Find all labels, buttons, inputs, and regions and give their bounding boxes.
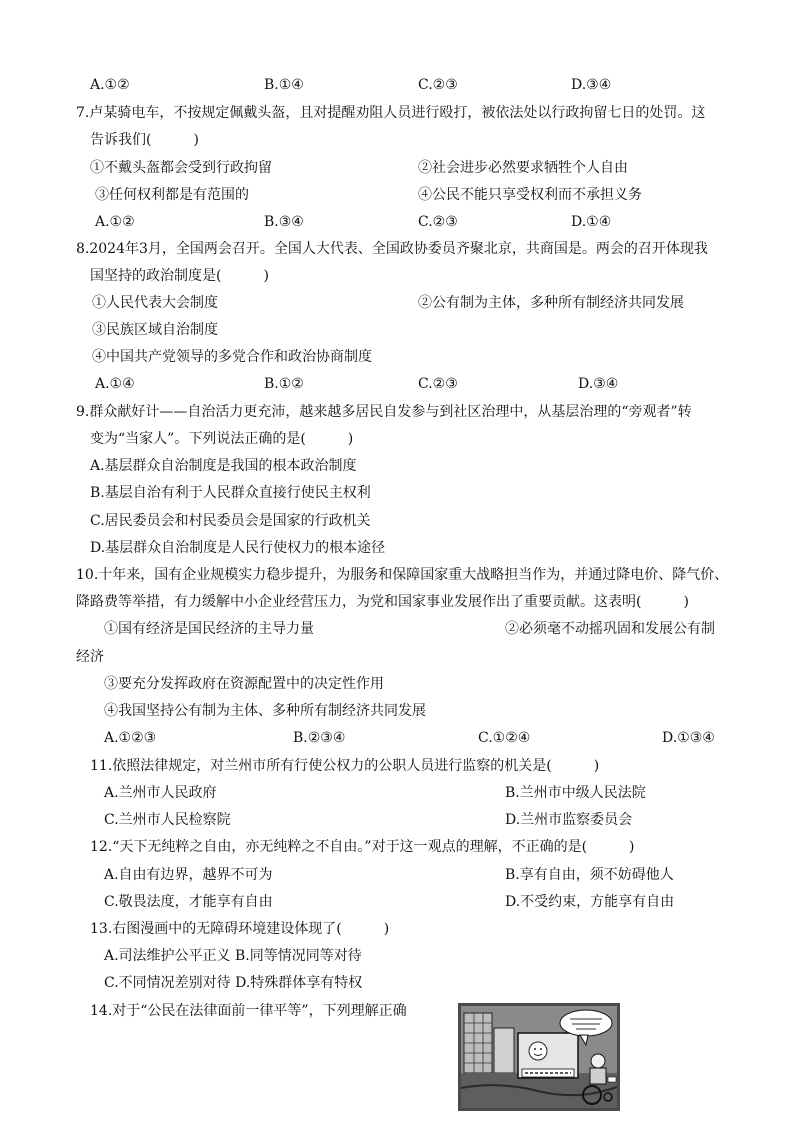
q7-choice-b[interactable]: B.③④ (264, 214, 304, 230)
q12-stem: 12.“天下无纯粹之自由，亦无纯粹之不自由。”对于这一观点的理解，不正确的是( ) (90, 839, 635, 855)
q10-statement-2-cont: 经济 (76, 649, 104, 665)
speech-bubble (560, 1010, 612, 1036)
small-sign (608, 1077, 616, 1082)
q9-stem-line1: 9.群众献好计——自治活力更充沛，越来越多居民自发参与到社区治理中，从基层治理的“旁观者”转 (76, 404, 692, 420)
q11-option-d[interactable]: D.兰州市监察委员会 (505, 812, 633, 828)
q10-statement-4: ④我国坚持公有制为主体、多种所有制经济共同发展 (104, 703, 426, 719)
q7-statement-3: ③任何权利都是有范围的 (95, 187, 249, 203)
q13-options-row2[interactable]: C.不同情况差别对待 D.特殊群体享有特权 (104, 975, 363, 991)
q10-choice-b[interactable]: B.②③④ (293, 730, 346, 746)
face-icon (529, 1042, 547, 1060)
q10-choice-c[interactable]: C.①②④ (478, 730, 531, 746)
q9-option-b[interactable]: B.基层自治有利于人民群众直接行使民主权利 (90, 485, 371, 501)
q11-stem: 11.依照法律规定，对兰州市所有行使公权力的公职人员进行监察的机关是( ) (90, 758, 600, 774)
q8-statement-1: ①人民代表大会制度 (92, 295, 218, 311)
q8-stem-line2: 国坚持的政治制度是( ) (90, 268, 269, 284)
person-body (590, 1068, 606, 1084)
q13-stem: 13.右图漫画中的无障碍环境建设体现了( ) (90, 921, 390, 937)
q8-stem-line1: 8.2024年3月，全国两会召开。全国人大代表、全国政协委员齐聚北京，共商国是。两会的召开体现我 (76, 241, 708, 257)
q10-statement-1: ①国有经济是国民经济的主导力量 (104, 621, 314, 637)
q8-choice-c[interactable]: C.②③ (418, 376, 458, 392)
q6-choice-a[interactable]: A.①② (90, 77, 130, 93)
q12-option-a[interactable]: A.自由有边界，越界不可为 (104, 867, 273, 883)
q7-stem-line1: 7.卢某骑电车，不按规定佩戴头盔，且对提醒劝阻人员进行殴打，被依法处以行政拘留七日的处罚。这 (76, 105, 706, 121)
q8-statement-3: ③民族区域自治制度 (92, 322, 218, 338)
building-mid-icon (494, 1028, 514, 1073)
q9-stem-line2: 变为“当家人”。下列说法正确的是( ) (90, 431, 354, 447)
q7-statement-4: ④公民不能只享受权利而不承担义务 (418, 187, 642, 203)
q10-statement-3: ③要充分发挥政府在资源配置中的决定性作用 (104, 676, 384, 692)
q6-choice-c[interactable]: C.②③ (418, 77, 458, 93)
q7-choice-d[interactable]: D.①④ (571, 214, 612, 230)
q7-statement-1: ①不戴头盔都会受到行政拘留 (90, 160, 272, 176)
q8-statement-2: ②公有制为主体，多种所有制经济共同发展 (418, 295, 684, 311)
accessibility-cartoon-image (458, 1003, 620, 1111)
q6-choice-b[interactable]: B.①④ (264, 77, 304, 93)
q11-option-a[interactable]: A.兰州市人民政府 (104, 785, 217, 801)
q7-choice-c[interactable]: C.②③ (418, 214, 458, 230)
q10-stem-line1: 10.十年来，国有企业规模实力稳步提升，为服务和保障国家重大战略担当作为，并通过降电价、降气价、 (76, 567, 729, 583)
q10-stem-line2: 降路费等举措，有力缓解中小企业经营压力，为党和国家事业发展作出了重要贡献。这表明( ) (76, 594, 689, 610)
q9-option-c[interactable]: C.居民委员会和村民委员会是国家的行政机关 (90, 513, 371, 529)
q7-statement-2: ②社会进步必然要求牺牲个人自由 (418, 160, 628, 176)
q10-choice-d[interactable]: D.①③④ (662, 730, 715, 746)
person-head-icon (591, 1054, 605, 1068)
q13-options-row1[interactable]: A.司法维护公平正义 B.同等情况同等对待 (104, 948, 362, 964)
q14-stem: 14.对于“公民在法律面前一律平等”，下列理解正确 (90, 1003, 407, 1019)
q11-option-c[interactable]: C.兰州市人民检察院 (104, 812, 231, 828)
q7-choice-a[interactable]: A.①② (95, 214, 135, 230)
q8-choice-d[interactable]: D.③④ (578, 376, 619, 392)
q12-option-b[interactable]: B.享有自由，须不妨碍他人 (505, 867, 674, 883)
q12-option-d[interactable]: D.不受约束，方能享有自由 (505, 894, 675, 910)
q10-statement-2: ②必须毫不动摇巩固和发展公有制 (505, 621, 715, 637)
q9-option-d[interactable]: D.基层群众自治制度是人民行使权力的根本途径 (90, 540, 386, 556)
q9-option-a[interactable]: A.基层群众自治制度是我国的根本政治制度 (90, 458, 357, 474)
q7-stem-line2: 告诉我们( ) (90, 132, 199, 148)
q10-choice-a[interactable]: A.①②③ (104, 730, 157, 746)
q8-statement-4: ④中国共产党领导的多党合作和政治协商制度 (92, 349, 372, 365)
q8-choice-a[interactable]: A.①④ (95, 376, 135, 392)
q12-option-c[interactable]: C.敬畏法度，才能享有自由 (104, 894, 273, 910)
q8-choice-b[interactable]: B.①② (264, 376, 304, 392)
q11-option-b[interactable]: B.兰州市中级人民法院 (505, 785, 646, 801)
q6-choice-d[interactable]: D.③④ (571, 77, 612, 93)
